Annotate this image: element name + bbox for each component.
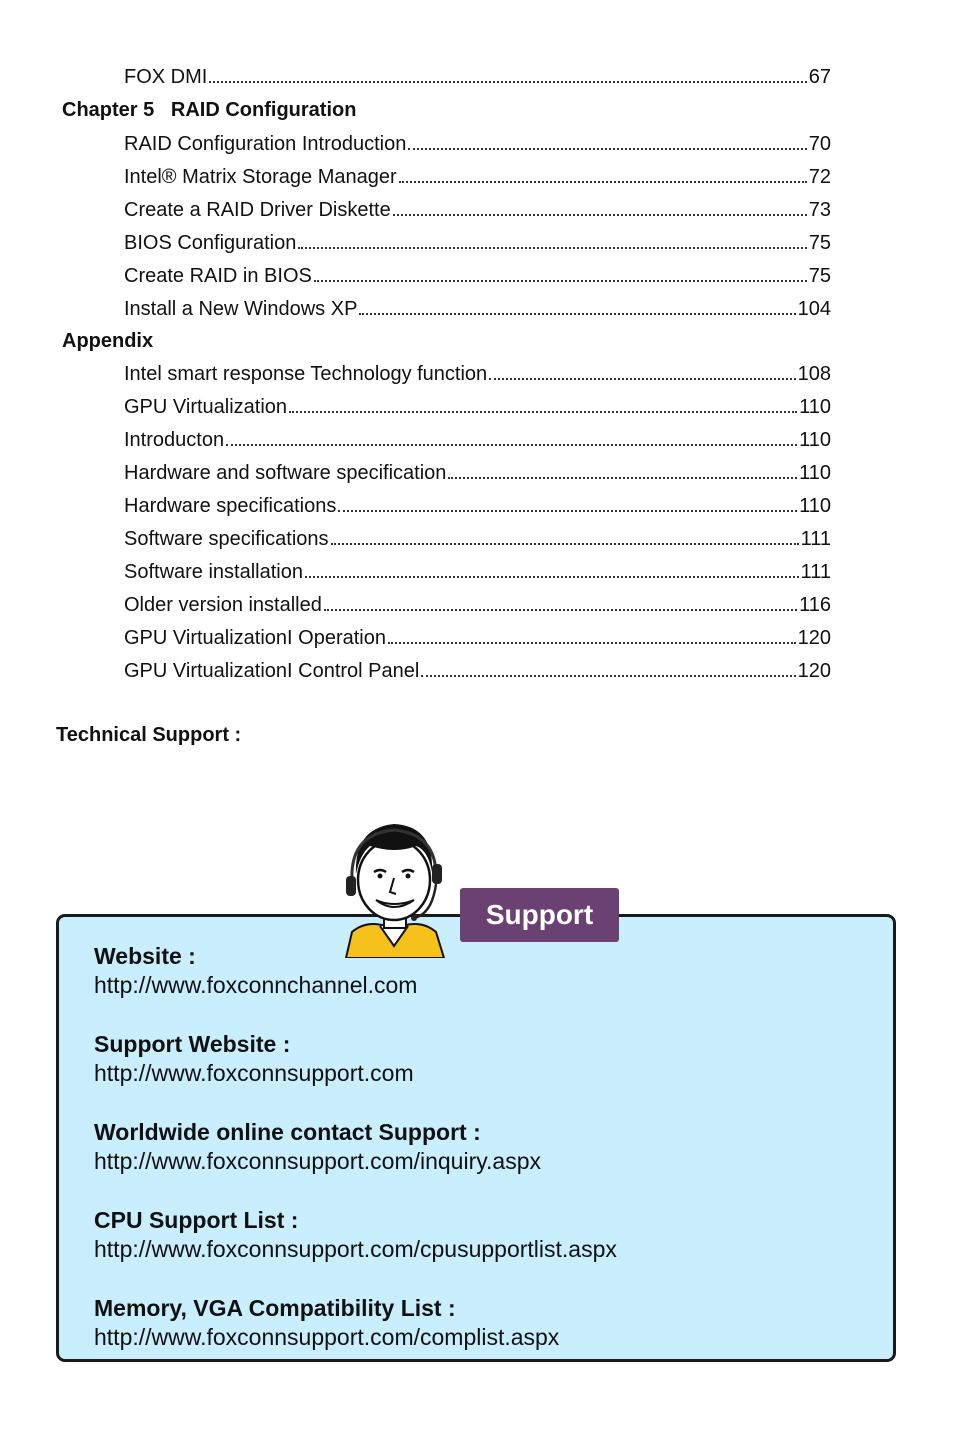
- entry-label: Worldwide online contact Support :: [94, 1119, 481, 1145]
- toc-row[interactable]: [124, 494, 831, 518]
- toc-row[interactable]: [124, 395, 831, 419]
- entry-label: CPU Support List :: [94, 1207, 299, 1233]
- entry-url[interactable]: http://www.foxconnsupport.com: [94, 1060, 414, 1086]
- toc-page: 108: [797, 363, 831, 385]
- toc-title: Introducton: [124, 429, 225, 451]
- support-entry-support-website: [94, 1030, 414, 1088]
- toc-page: 67: [808, 66, 831, 88]
- toc-title: Create a RAID Driver Diskette: [124, 199, 391, 221]
- entry-label: Support Website :: [94, 1031, 291, 1057]
- leader-dots: [338, 510, 797, 512]
- toc-page: 116: [799, 594, 831, 616]
- entry-url[interactable]: http://www.foxconnsupport.com/cpusupportlist.aspx: [94, 1236, 617, 1262]
- toc-title: Install a New Windows XP: [124, 298, 358, 320]
- toc-title: GPU Virtualization: [124, 396, 288, 418]
- entry-url[interactable]: http://www.foxconnsupport.com/complist.aspx: [94, 1324, 560, 1350]
- leader-dots: [324, 609, 797, 611]
- leader-dots: [408, 148, 806, 150]
- chapter-label: Chapter 5: [62, 99, 155, 121]
- toc-title: GPU VirtualizationI Control Panel: [124, 660, 420, 682]
- leader-dots: [331, 543, 799, 545]
- chapter-title: RAID Configuration: [170, 99, 357, 121]
- toc-row[interactable]: [124, 65, 831, 89]
- toc-title: Hardware and software specification: [124, 462, 447, 484]
- leader-dots: [393, 214, 807, 216]
- toc-page: 104: [797, 298, 831, 320]
- toc-row[interactable]: [124, 132, 831, 156]
- toc-row[interactable]: [124, 264, 831, 288]
- leader-dots: [209, 81, 806, 83]
- chapter-heading: [62, 98, 356, 122]
- toc-title: Software specifications: [124, 528, 329, 550]
- support-entry-website: [94, 942, 417, 1000]
- toc-row[interactable]: [124, 231, 831, 255]
- toc-row[interactable]: [124, 593, 831, 617]
- toc-row[interactable]: [124, 165, 831, 189]
- toc-title: Hardware specifications: [124, 495, 337, 517]
- toc-page: 110: [799, 396, 831, 418]
- leader-dots: [359, 313, 795, 315]
- toc-row[interactable]: [124, 362, 831, 386]
- toc-page: 110: [799, 429, 831, 451]
- toc-page: 120: [797, 627, 831, 649]
- toc-row[interactable]: [124, 297, 831, 321]
- support-entry-cpu-list: [94, 1206, 617, 1264]
- toc-page: 111: [800, 528, 831, 550]
- toc-title: Software installation: [124, 561, 303, 583]
- leader-dots: [305, 576, 799, 578]
- toc-page: 73: [808, 199, 831, 221]
- leader-dots: [421, 675, 795, 677]
- leader-dots: [448, 477, 797, 479]
- toc-page: 75: [808, 265, 831, 287]
- toc-row[interactable]: [124, 527, 831, 551]
- leader-dots: [314, 280, 807, 282]
- leader-dots: [388, 642, 796, 644]
- technical-support-heading: Technical Support :: [56, 724, 242, 746]
- entry-label: Memory, VGA Compatibility List :: [94, 1295, 456, 1321]
- toc-title: GPU VirtualizationI Operation: [124, 627, 386, 649]
- toc-title: Create RAID in BIOS: [124, 265, 312, 287]
- toc-title: RAID Configuration Introduction: [124, 133, 407, 155]
- toc-row[interactable]: [124, 626, 831, 650]
- toc-page: 72: [808, 166, 831, 188]
- toc-row[interactable]: [124, 198, 831, 222]
- toc-title: BIOS Configuration: [124, 232, 297, 254]
- support-entry-memory-vga-list: [94, 1294, 559, 1352]
- toc-row[interactable]: [124, 560, 831, 584]
- leader-dots: [289, 411, 797, 413]
- toc-page: 111: [800, 561, 831, 583]
- entry-url[interactable]: http://www.foxconnchannel.com: [94, 972, 418, 998]
- toc-row[interactable]: [124, 428, 831, 452]
- toc-page: 75: [808, 232, 831, 254]
- toc-page: 70: [808, 133, 831, 155]
- toc-page: 110: [799, 462, 831, 484]
- toc-page: 120: [797, 660, 831, 682]
- toc-title: Intel® Matrix Storage Manager: [124, 166, 397, 188]
- support-agent-illustration: [336, 814, 452, 958]
- leader-dots: [226, 444, 797, 446]
- entry-label: Website :: [94, 943, 196, 969]
- toc-row[interactable]: [124, 659, 831, 683]
- leader-dots: [399, 181, 807, 183]
- toc-row[interactable]: [124, 461, 831, 485]
- entry-url[interactable]: http://www.foxconnsupport.com/inquiry.aspx: [94, 1148, 542, 1174]
- appendix-heading: Appendix: [62, 330, 154, 352]
- toc-page: 110: [799, 495, 831, 517]
- leader-dots: [298, 247, 806, 249]
- toc-title: Intel smart response Technology function: [124, 363, 488, 385]
- toc-title: FOX DMI: [124, 66, 208, 88]
- toc-title: Older version installed: [124, 594, 322, 616]
- support-tab-label: Support: [460, 888, 619, 942]
- leader-dots: [489, 378, 795, 380]
- support-entry-worldwide-contact: [94, 1118, 541, 1176]
